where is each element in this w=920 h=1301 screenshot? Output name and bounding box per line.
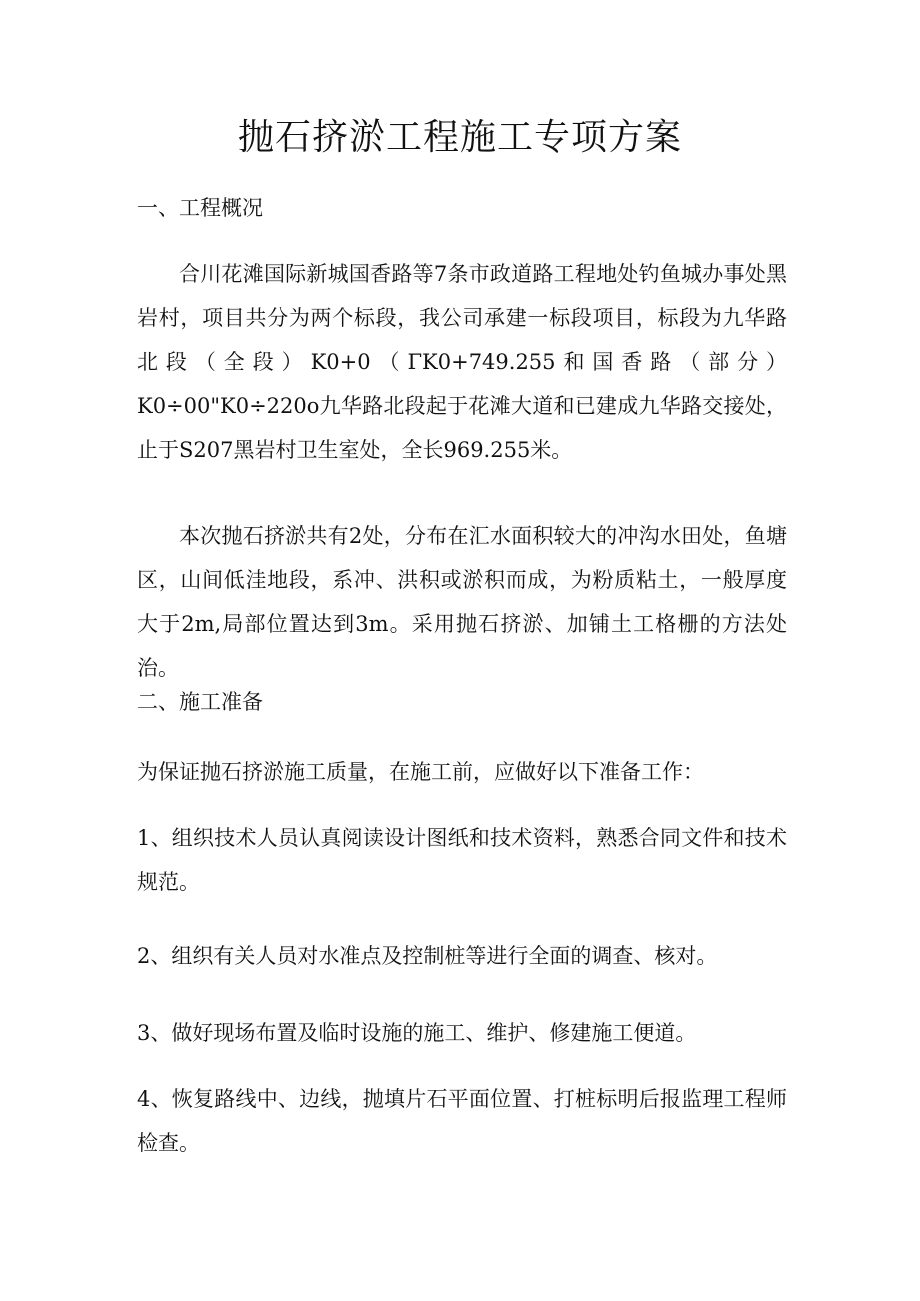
document-title: 抛石挤淤工程施工专项方案 <box>237 117 682 158</box>
list-item-2: 2、组织有关人员对水准点及控制桩等进行全面的调查、核对。 <box>137 944 718 968</box>
list-item-3: 3、做好现场布置及临时设施的施工、维护、修建施工便道。 <box>137 1021 697 1045</box>
section-heading-overview: 一、工程概况 <box>137 196 263 220</box>
list-item-4: 4、恢复路线中、边线，抛填片石平面位置、打桩标明后报监理工程师检查。 <box>137 1087 787 1155</box>
list-item-1: 1、组织技术人员认真阅读设计图纸和技术资料，熟悉合同文件和技术规范。 <box>137 826 787 894</box>
paragraph-silt-treatment: 本次抛石挤淤共有2处，分布在汇水面积较大的冲沟水田处，鱼塘区，山间低洼地段，系冲、洪积或淤积而成，为粉质粘土，一般厚度大于2m,局部位置达到3m。采用抛石挤淤、加铺土工格栅的方法处治。 <box>137 524 787 680</box>
paragraph-project-overview: 合川花滩国际新城国香路等7条市政道路工程地处钓鱼城办事处黑岩村，项目共分为两个标段，我公司承建一标段项目，标段为九华路北段（全段）K0+0（ΓK0+749.255和国香路（部分）K0÷00"K0÷220o九华路北段起于花滩大道和已建成九华路交接处，止于S207黑岩村卫生室处，全长969.255米。 <box>137 262 787 462</box>
paragraph-preparation-intro: 为保证抛石挤淤施工质量，在施工前，应做好以下准备工作： <box>137 760 704 784</box>
section-heading-preparation: 二、施工准备 <box>137 690 263 714</box>
